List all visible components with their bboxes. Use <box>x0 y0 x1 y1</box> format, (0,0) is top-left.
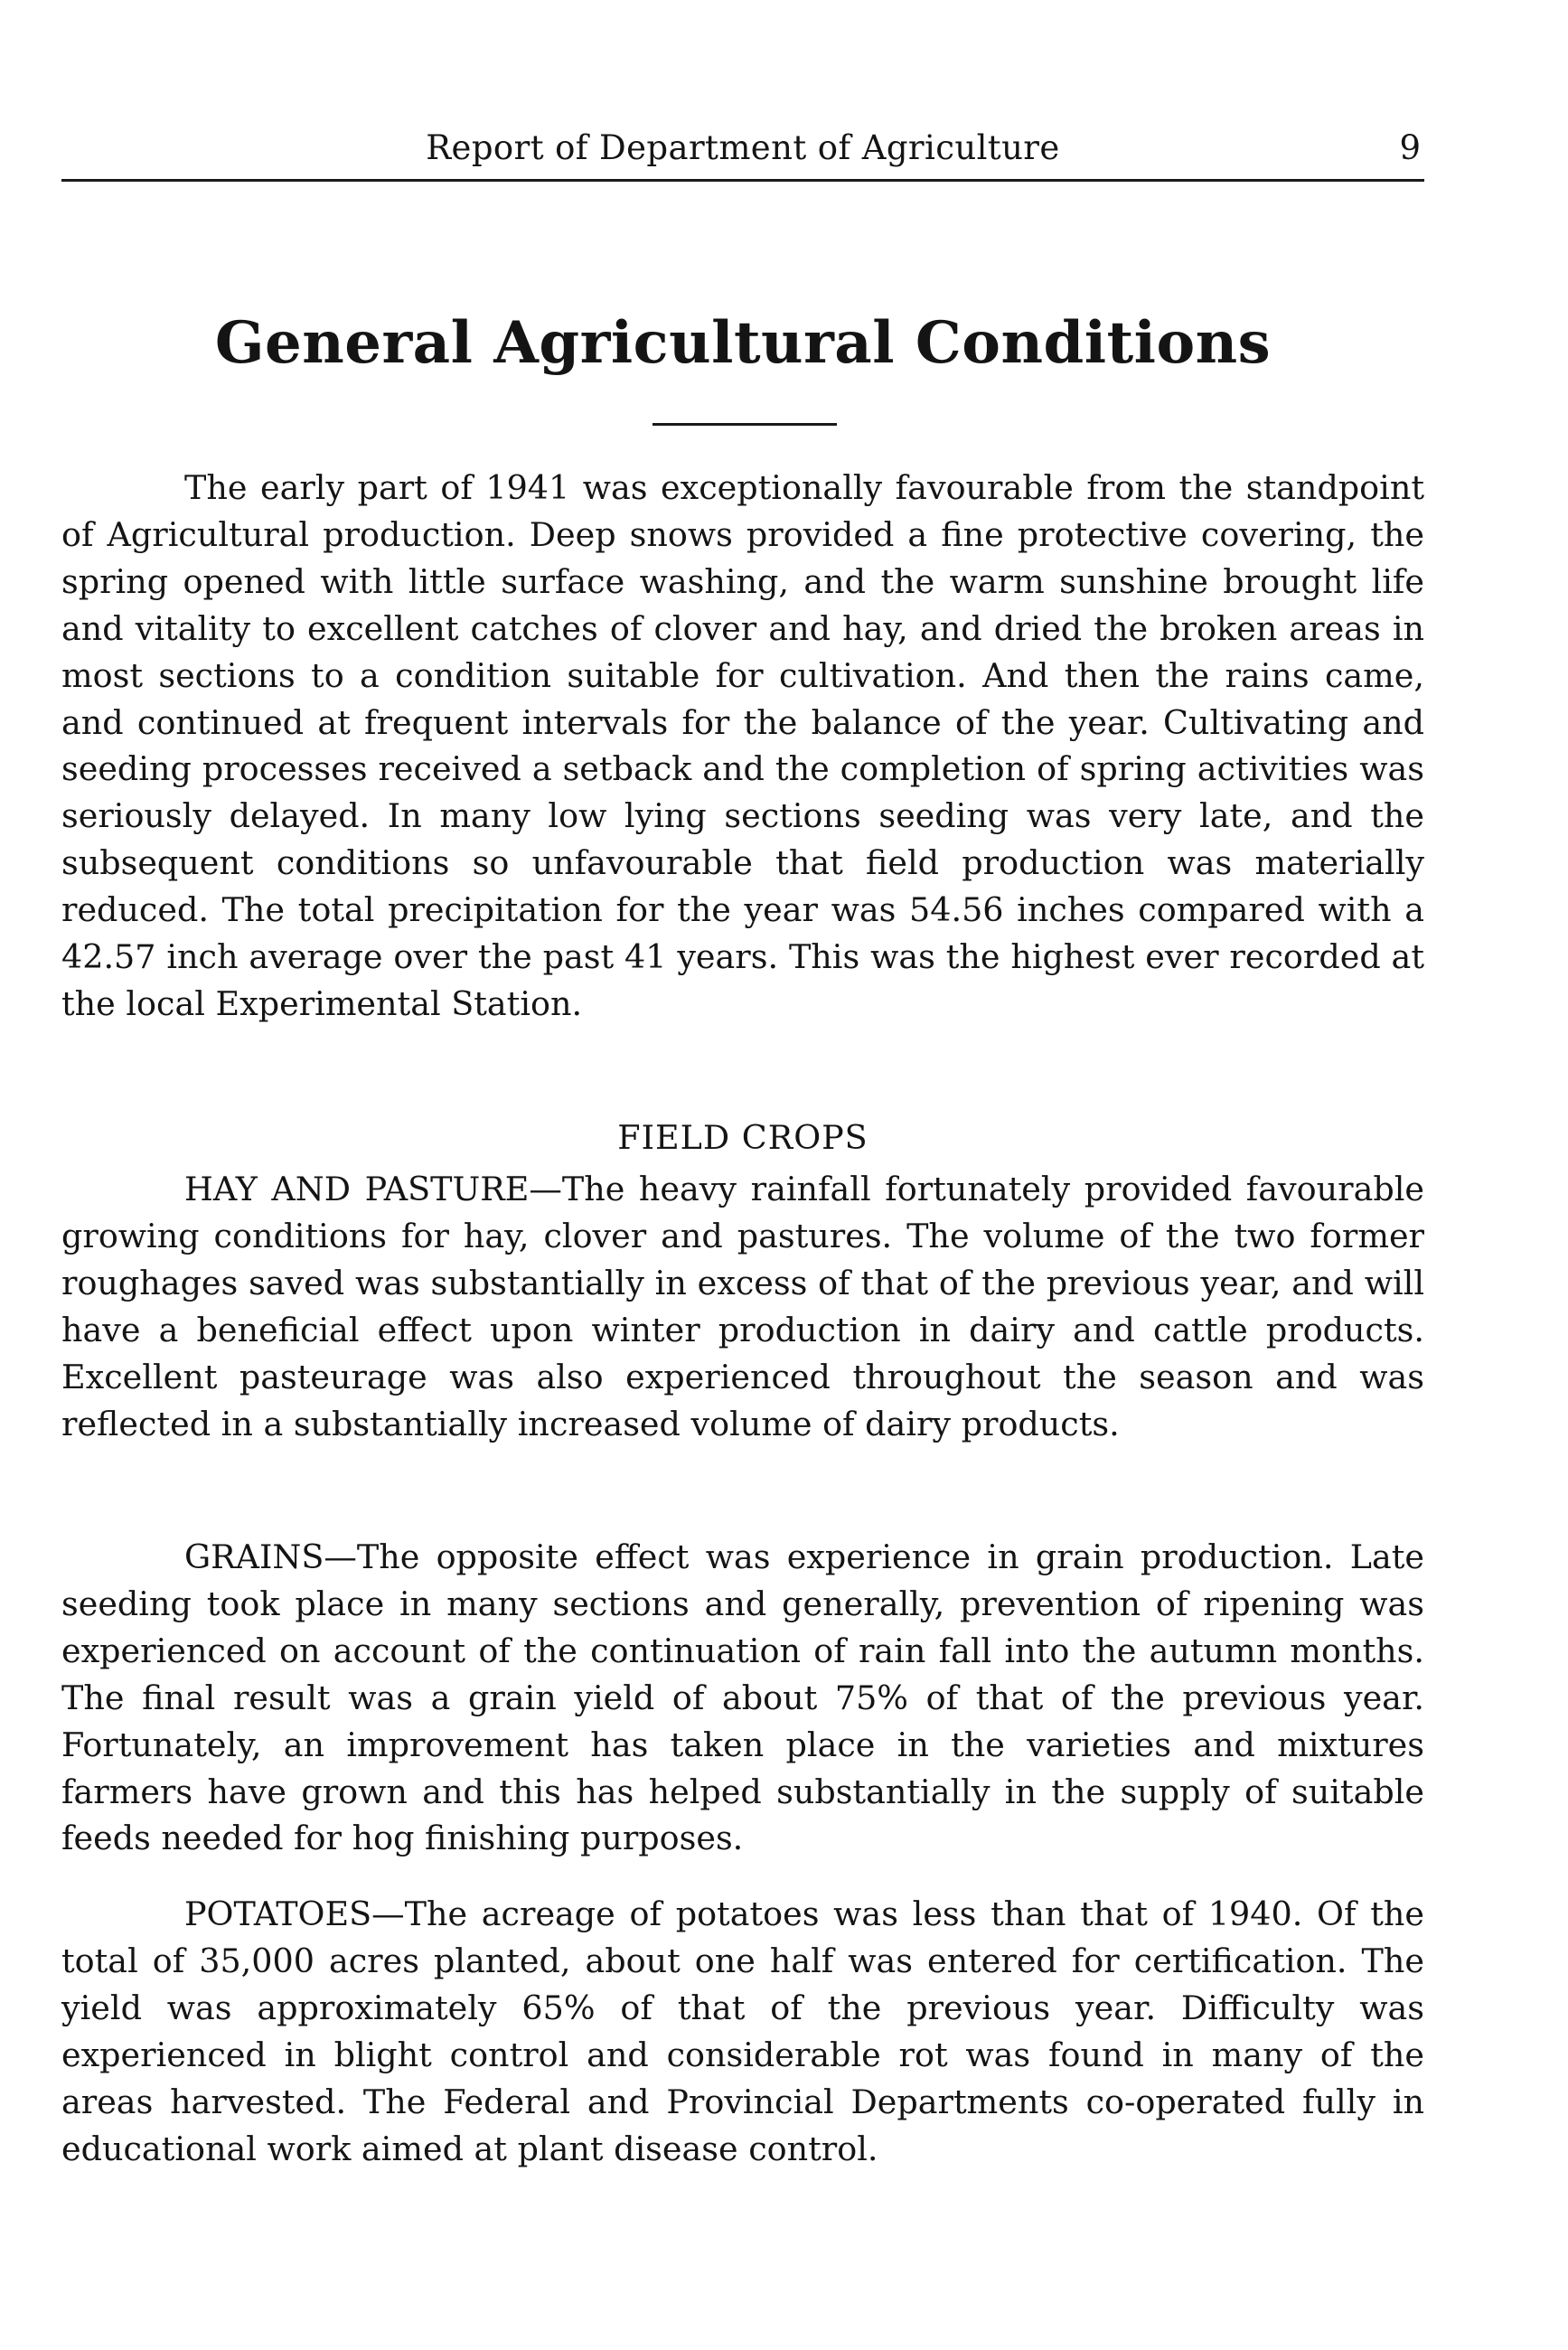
running-header <box>61 125 1424 182</box>
hay-and-pasture-paragraph: HAY AND PASTURE—The heavy rainfall fortunately provided favourable growing conditions for hay, clover and pastures. The volume of the two former roughages saved was substantially in excess of that of the previous year, and will have a beneficial effect upon winter production in dairy and cattle products. Excellent pasteurage was also experienced throughout the season and was reflected in a substantially increased volume of dairy products. <box>61 1170 1424 1443</box>
running-title: Report of Department of Agriculture <box>426 128 1060 167</box>
intro-paragraph: The early part of 1941 was exceptionally favourable from the standpoint of Agricultural production. Deep snows provided a fine protective covering, the spring opened with little surface washing, and the warm sunshine brought life and vitality to excellent catches of clover and hay, and dried the broken areas in most sections to a condition suitable for cultivation. And then the rains came, and continued at frequent intervals for the balance of the year. Cultivating and seeding processes received a setback and the completion of spring activities was seriously delayed. In many low lying sections seeding was very late, and the subsequent conditions so unfavourable that field production was materially reduced. The total precipitation for the year was 54.56 inches compared with a 42.57 inch average over the past 41 years. This was the highest ever recorded at the local Experimental Station. <box>61 468 1424 1023</box>
title-divider <box>653 423 837 426</box>
page-title: General Agricultural Conditions <box>214 309 1272 377</box>
grains-paragraph: GRAINS—The opposite effect was experience in grain production. Late seeding took place in many sections and generally, prevention of ripening was experienced on account of the continuation of rain fall into the autumn months. The final result was a grain yield of about 75% of that of the previous year. Fortunately, an improvement has taken place in the varieties and mixtures farmers have grown and this has helped substantially in the supply of suitable feeds needed for hog finishing purposes. <box>61 1537 1424 1858</box>
section-heading-field-crops: FIELD CROPS <box>617 1118 869 1157</box>
page-number: 9 <box>1399 128 1421 167</box>
potatoes-paragraph: POTATOES—The acreage of potatoes was less than that of 1940. Of the total of 35,000 acres planted, about one half was entered for certification. The yield was approximately 65% of that of the previous year. Difficulty was experienced in blight control and considerable rot was found in many of the areas harvested. The Federal and Provincial Departments co-operated fully in educational work aimed at plant disease control. <box>61 1894 1424 2168</box>
